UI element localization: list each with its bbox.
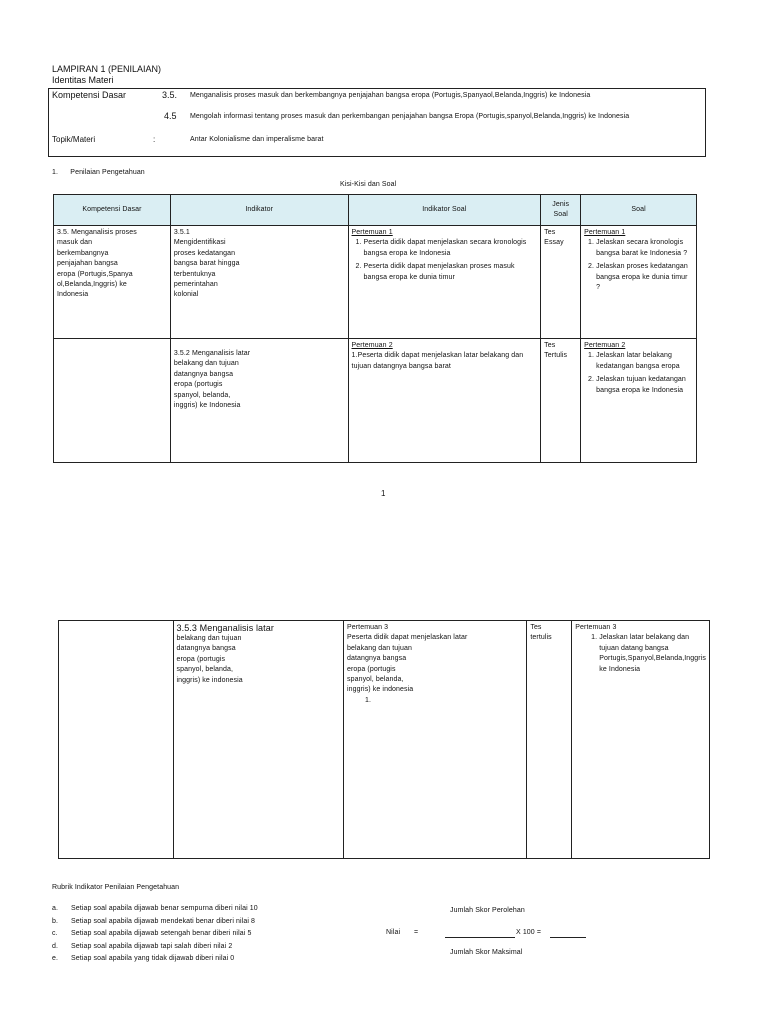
rubric-item: b. Setiap soal apabila dijawab mendekati benar diberi nilai 8 [52,917,256,925]
rubric-list [52,904,258,967]
rubric-item: e. Setiap soal apabila yang tidak dijawab diberi nilai 0 [52,955,235,962]
kd-text-1: Menganalisis proses masuk dan berkembangnya penjajahan bangsa eropa (Portugis,Spanyaol,Belanda,Inggris) ke Indonesia [190,92,591,99]
table-row [59,621,710,859]
table-row [54,226,697,339]
kd-number-1: 3.5. [162,90,178,100]
table-header-row [54,195,697,226]
result-line [550,937,586,938]
soal-list [584,351,693,396]
indikator-soal-text: 1.Peserta didik dapat menjelaskan latar belakang dan tujuan datangnya bangsa barat [351,352,524,370]
header-jenis-soal: Jenis Soal [541,195,581,226]
meeting-title: Pertemuan 1 [584,229,626,236]
soal-cell [581,339,697,463]
list-item: 2. Peserta didik dapat menjelaskan proses masuk bangsa eropa ke dunia timur [364,262,538,283]
list-item: 1. Peserta didik dapat menjelaskan secara kronologis bangsa eropa ke Indonesia [364,238,538,259]
topic-label: Topik/Materi [52,135,96,144]
rubric-item: a. Setiap soal apabila dijawab benar sempurna diberi nilai 10 [52,905,258,912]
jenis-soal-cell: Tes Essay [541,226,581,339]
list-item: 1. Jelaskan latar belakang dan tujuan datang bangsa Portugis,Spanyol,Belanda,Inggris ke Indonesia [599,633,706,675]
formula-denominator: Jumlah Skor Maksimal [450,949,523,956]
formula-multiplier: X 100 = [516,929,542,936]
indikator-soal-cell [348,226,541,339]
header-kompetensi-dasar: Kompetensi Dasar [54,195,171,226]
indikator-soal-cell [343,621,526,859]
rubric-item: d. Setiap soal apabila dijawab tapi salah diberi nilai 2 [52,942,233,950]
soal-list [575,633,706,675]
meeting-title: Pertemuan 3 [575,624,617,631]
jenis-soal-cell: Tes tertulis [527,621,572,859]
kd-number-2: 4.5 [164,111,177,121]
indikator-title: 3.5.3 Menganalisis latar [176,623,274,633]
soal-cell [572,621,710,859]
kd-text-2: Mengolah informasi tentang proses masuk dan perkembangan penjajahan bangsa Eropa (Portugis,spanyol,Belanda,Inggris) ke Indonesia [190,113,630,120]
topic-colon: : [153,135,156,144]
identity-box [48,88,706,157]
document-subtitle: Identitas Materi [52,75,114,85]
kd-label: Kompetensi Dasar [52,90,127,100]
indikator-soal-cell [348,339,541,463]
page-number: 1 [381,489,386,498]
header-indikator-soal: Indikator Soal [348,195,541,226]
indikator-cell [173,621,343,859]
topic-value: Antar Kolonialisme dan imperalisme barat [190,136,324,143]
table-title: Kisi-Kisi dan Soal [340,181,397,188]
indikator-cell: 3.5.2 Menganalisis latar belakang dan tujuan datangnya bangsa eropa (portugis spanyol, belanda, inggris) ke Indonesia [170,339,348,463]
rubric-title: Rubrik Indikator Penilaian Pengetahuan [52,884,180,891]
kd-cell: 3.5. Menganalisis proses masuk dan berkembangnya penjajahan bangsa eropa (Portugis,Spanya ol,Belanda,Inggris) ke Indonesia [54,226,171,339]
formula-equals: = [414,929,419,936]
kisi-kisi-table [53,194,697,463]
list-item: 2. Jelaskan tujuan kedatangan bangsa eropa ke Indonesia [596,375,693,396]
list-item: 1. Jelaskan latar belakang kedatangan bangsa eropa [596,351,693,372]
kisi-kisi-table-continued [58,620,710,859]
indikator-text: belakang dan tujuan datangnya bangsa eropa (portugis spanyol, belanda, inggris) ke indonesia [176,635,243,684]
meeting-title: Pertemuan 3 [346,624,389,631]
fraction-line [445,937,515,938]
kd-cell [59,621,174,859]
list-item: 2. Jelaskan proses kedatangan bangsa eropa ke dunia timur ? [596,262,693,293]
list-item: 1. Jelaskan secara kronologis bangsa barat ke Indonesia ? [596,238,693,259]
meeting-title: Pertemuan 2 [351,342,393,349]
header-indikator: Indikator [170,195,348,226]
meeting-title: Pertemuan 2 [584,342,626,349]
indikator-soal-list [352,238,538,283]
section-heading: 1. Penilaian Pengetahuan [52,169,145,176]
formula-numerator: Jumlah Skor Perolehan [450,907,525,914]
rubric-item: c. Setiap soal apabila dijawab setengah benar diberi nilai 5 [52,930,252,937]
header-soal: Soal [581,195,697,226]
indikator-cell: 3.5.1 Mengidentifikasi proses kedatangan bangsa barat hingga terbentuknya pemerintahan kolonial [170,226,348,339]
document-title: LAMPIRAN 1 (PENILAIAN) [52,64,162,74]
formula-nilai: Nilai [386,929,401,936]
soal-cell [581,226,697,339]
meeting-title: Pertemuan 1 [351,229,393,236]
jenis-soal-cell: Tes Tertulis [541,339,581,463]
soal-list [584,238,693,293]
kd-cell [54,339,171,463]
indikator-soal-text: Peserta didik dapat menjelaskan latar belakang dan tujuan datangnya bangsa eropa (portugis spanyol, belanda, inggris) ke indonesia [346,634,468,694]
table-row [54,339,697,463]
list-number: 1. [364,696,372,704]
